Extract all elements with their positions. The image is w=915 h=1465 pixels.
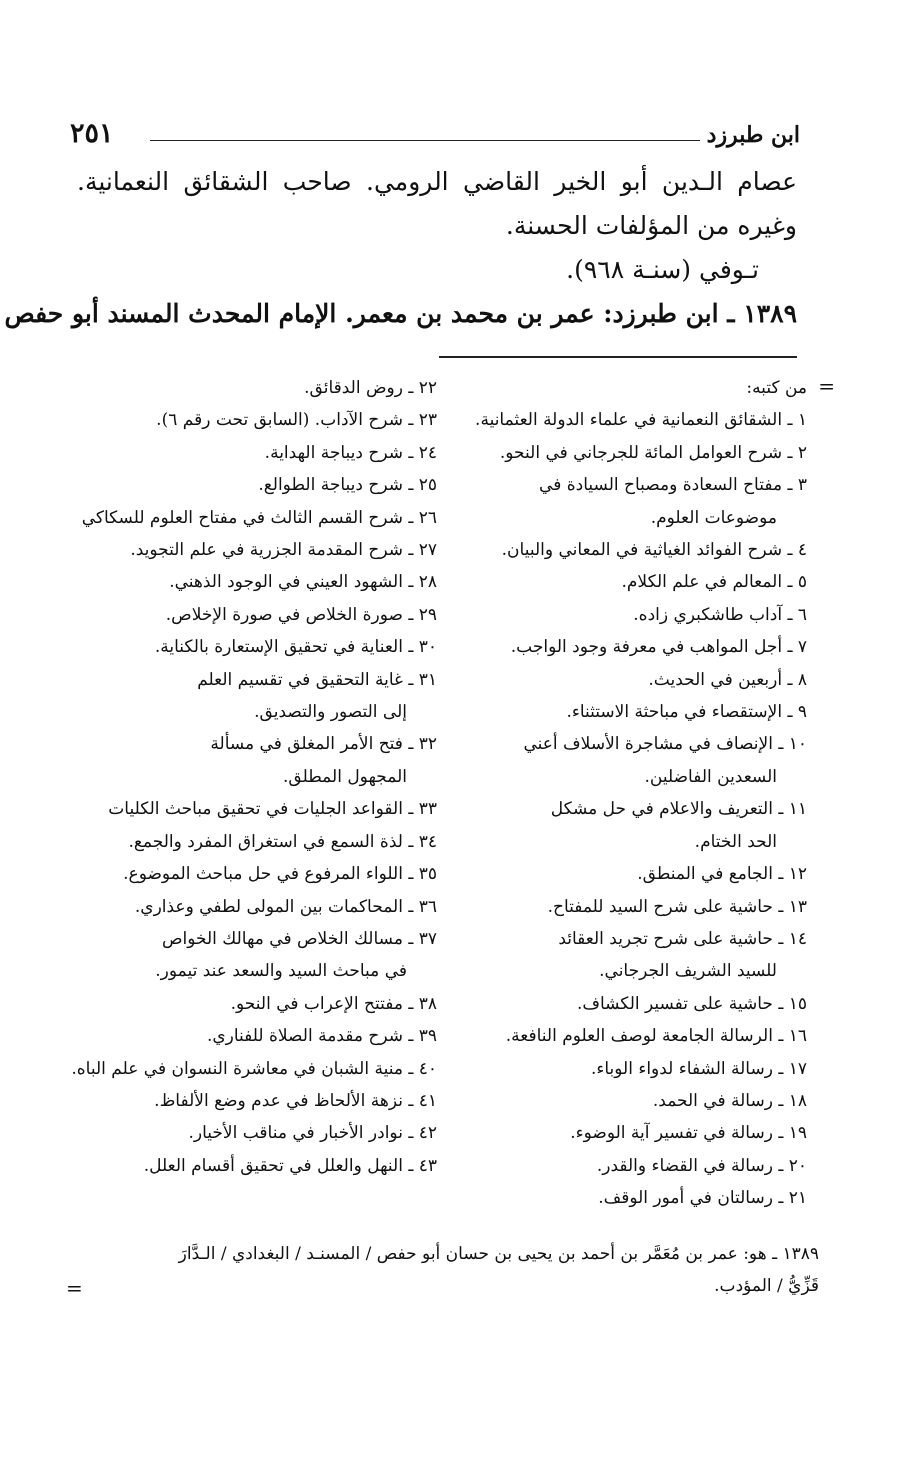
list-item-continuation: السعدين الفاضلين. bbox=[644, 766, 777, 787]
end-mark: = bbox=[66, 1276, 83, 1300]
list-item-continuation: في مباحث السيد والسعد عند تيمور. bbox=[155, 961, 407, 982]
list-item: ١ ـ الشقائق النعمانية في علماء الدولة العثمانية. bbox=[475, 410, 807, 431]
body-text bbox=[77, 160, 797, 292]
list-item: ٣٣ ـ القواعد الجليات في تحقيق مباحث الكليات bbox=[108, 799, 437, 820]
list-item: ٢ ـ شرح العوامل المائة للجرجاني في النحو. bbox=[499, 442, 807, 463]
list-item: ١٦ ـ الرسالة الجامعة لوصف العلوم النافعة. bbox=[505, 1026, 807, 1047]
list-item: ١٥ ـ حاشية على تفسير الكشاف. bbox=[576, 993, 807, 1014]
list-item: ٩ ـ الإستقصاء في مباحثة الاستثناء. bbox=[566, 702, 807, 723]
list-item-continuation: إلى التصور والتصديق. bbox=[254, 702, 407, 723]
list-item-continuation: الحد الختام. bbox=[694, 831, 777, 852]
list-item: ٢٩ ـ صورة الخلاص في صورة الإخلاص. bbox=[165, 604, 437, 625]
footnote-left-column bbox=[71, 372, 437, 1182]
list-item: ٢٤ ـ شرح ديباجة الهداية. bbox=[264, 442, 437, 463]
list-item: ٣٤ ـ لذة السمع في استغراق المفرد والجمع. bbox=[128, 831, 437, 852]
list-item: ٣٢ ـ فتح الأمر المغلق في مسألة bbox=[210, 734, 437, 755]
list-item-continuation: موضوعات العلوم. bbox=[650, 507, 777, 528]
body-paragraph: عصام الـدين أبو الخير القاضي الرومي. صاحب الشقائق النعمانية. وغيره من المؤلفات الحسنة. bbox=[77, 167, 797, 240]
list-item: ١٩ ـ رسالة في تفسير آية الوضوء. bbox=[570, 1123, 807, 1144]
list-item: ١٣ ـ حاشية على شرح السيد للمفتاح. bbox=[547, 896, 807, 917]
list-item: ٤١ ـ نزهة الألحاظ في عدم وضع الألفاظ. bbox=[154, 1090, 437, 1111]
list-item: ٣١ ـ غاية التحقيق في تقسيم العلم bbox=[197, 669, 437, 690]
list-item: ١٠ ـ الإنصاف في مشاجرة الأسلاف أعني bbox=[523, 734, 807, 755]
list-item: ٢٧ ـ شرح المقدمة الجزرية في علم التجويد. bbox=[130, 540, 437, 561]
list-item: ٣٧ ـ مسالك الخلاص في مهالك الخواص bbox=[161, 928, 437, 949]
list-item: من كتبه: bbox=[746, 378, 807, 398]
list-item: ٢٦ ـ شرح القسم الثالث في مفتاح العلوم للسكاكي bbox=[81, 507, 437, 528]
bio-footnote-line: قَزِّيُّ / المؤدب. bbox=[714, 1276, 819, 1296]
list-item: ١١ ـ التعريف والاعلام في حل مشكل bbox=[550, 799, 807, 820]
list-item: ٣٦ ـ المحاكمات بين المولى لطفي وعذاري. bbox=[134, 896, 437, 917]
list-item: ٧ ـ أجل المواهب في معرفة وجود الواجب. bbox=[510, 637, 807, 658]
bio-footnote bbox=[89, 1238, 819, 1302]
list-item: ٣٨ ـ مفتتح الإعراب في النحو. bbox=[230, 993, 437, 1014]
list-item: ١٢ ـ الجامع في المنطق. bbox=[637, 864, 807, 885]
list-item: ٣٩ ـ شرح مقدمة الصلاة للفناري. bbox=[206, 1026, 437, 1047]
list-item: ٣٠ ـ العناية في تحقيق الإستعارة بالكناية. bbox=[154, 637, 437, 658]
list-item: ٣ ـ مفتاح السعادة ومصباح السيادة في bbox=[539, 475, 807, 496]
list-item: ٤ ـ شرح الفوائد الغياثية في المعاني والبيان. bbox=[501, 540, 807, 561]
list-item: ١٨ ـ رسالة في الحمد. bbox=[652, 1090, 807, 1111]
list-item: ٤٣ ـ النهل والعلل في تحقيق أقسام العلل. bbox=[143, 1155, 437, 1176]
bio-footnote-line: ١٣٨٩ ـ هو: عمر بن مُعَمَّر بن أحمد بن يحيى بن حسان أبو حفص / المسنـد / البغدادي / الـدَّارَ bbox=[178, 1244, 819, 1264]
footnote-rule bbox=[439, 356, 797, 358]
list-item: ٤٢ ـ نوادر الأخبار في مناقب الأخيار. bbox=[188, 1123, 437, 1144]
list-item: ١٧ ـ رسالة الشفاء لدواء الوباء. bbox=[590, 1058, 807, 1079]
list-item-continuation: المجهول المطلق. bbox=[283, 766, 407, 787]
header-rule bbox=[150, 140, 700, 141]
list-item: ٦ ـ آداب طاشكبري زاده. bbox=[633, 604, 807, 625]
page-header bbox=[70, 118, 800, 158]
death-date-paragraph: تـوفي (سنـة ٩٦٨). bbox=[566, 255, 759, 284]
list-item: ٢٢ ـ روض الدقائق. bbox=[304, 378, 437, 398]
list-item: ٢٣ ـ شرح الآداب. (السابق تحت رقم ٦). bbox=[156, 410, 437, 431]
list-item: ٢١ ـ رسالتان في أمور الوقف. bbox=[598, 1188, 807, 1209]
page-number: ٢٥١ bbox=[70, 118, 114, 149]
entry-heading: ١٣٨٩ ـ ابن طبرزد: عمر بن محمد بن معمر. الإمام المحدث المسند أبو حفص bbox=[4, 299, 797, 328]
list-item-continuation: للسيد الشريف الجرجاني. bbox=[599, 961, 777, 982]
continuation-mark: = bbox=[818, 374, 835, 398]
footnote-right-column bbox=[457, 372, 807, 1215]
list-item: ٢٥ ـ شرح ديباجة الطوالع. bbox=[258, 475, 437, 496]
list-item: ٥ ـ المعالم في علم الكلام. bbox=[621, 572, 807, 593]
running-head: ابن طبرزد bbox=[706, 122, 800, 148]
list-item: ٢٨ ـ الشهود العيني في الوجود الذهني. bbox=[169, 572, 437, 593]
list-item: ٢٠ ـ رسالة في القضاء والقدر. bbox=[596, 1155, 807, 1176]
list-item: ٤٠ ـ منية الشبان في معاشرة النسوان في علم الباه. bbox=[71, 1058, 437, 1079]
list-item: ١٤ ـ حاشية على شرح تجريد العقائد bbox=[558, 928, 807, 949]
list-item: ٨ ـ أربعين في الحديث. bbox=[648, 669, 807, 690]
list-item: ٣٥ ـ اللواء المرفوع في حل مباحث الموضوع. bbox=[123, 864, 437, 885]
